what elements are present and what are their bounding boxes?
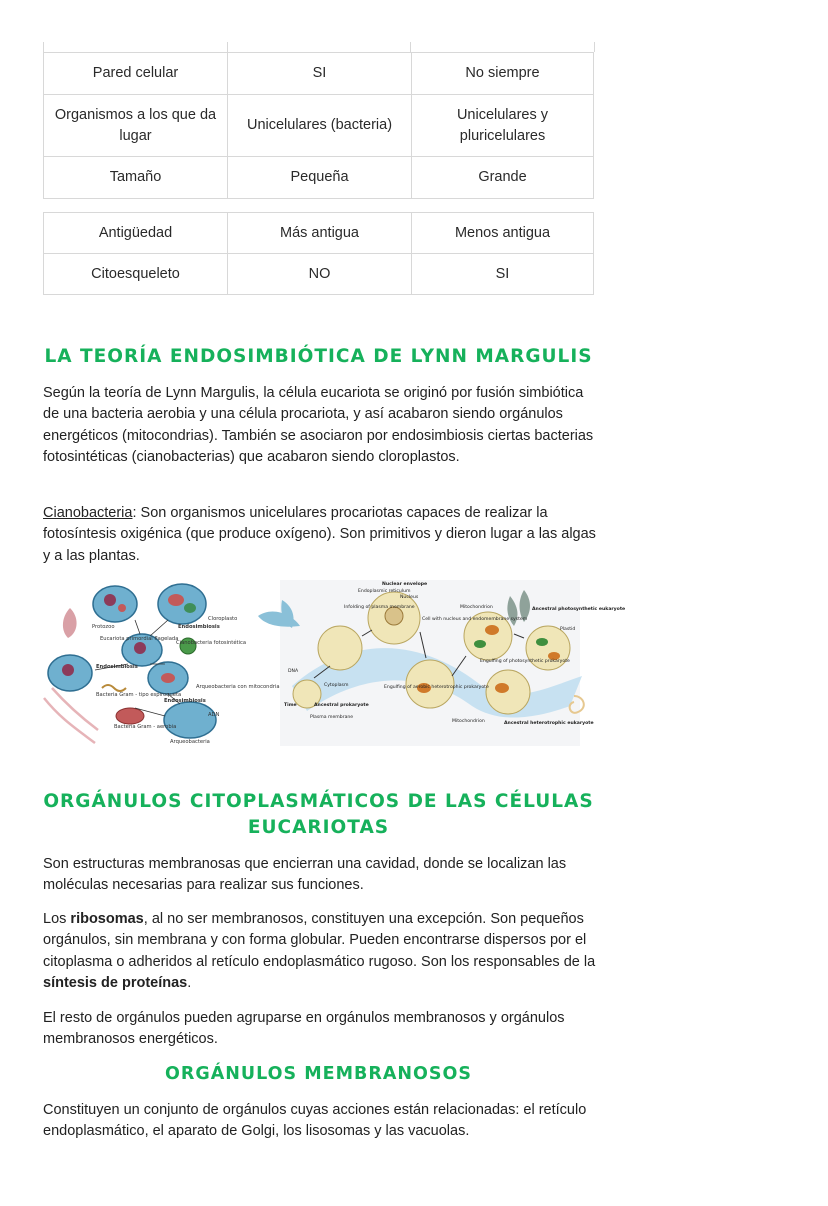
text-run: , al no ser membranosos, constituyen una excepción. Son pequeños orgánulos, sin membrana y con forma globular. Pueden encontrarse dispersos por el citoplasma o adheridos al retículo endoplasmático rugoso. Son los responsables de la — [43, 911, 596, 970]
table-cell: Menos antigua — [412, 213, 594, 254]
infolding-cell — [318, 626, 362, 670]
diagram-label: Mitochondrion — [452, 719, 485, 724]
paragraph-other-organelles: El resto de orgánulos pueden agruparse en orgánulos membranosos y orgánulos membranosos energéticos. — [43, 1010, 565, 1048]
diagram-label: Ancestral prokaryote — [314, 703, 369, 708]
diagram-label: Ancestral heterotrophic eukaryote — [504, 721, 594, 726]
section-heading-line2: EUCARIOTAS — [247, 817, 390, 838]
table-cell: Más antigua — [228, 213, 412, 254]
diagram-label: Endosimbiosis — [96, 664, 138, 670]
diagram-label: Engulfing of aerobic heterotrophic prokaryote — [384, 685, 489, 690]
table-cell: Organismos a los que da lugar — [44, 95, 228, 157]
diagram-label: Cell with nucleus and endomembrane system — [422, 617, 528, 622]
diagram-label: Cianobacteria fotosintética — [176, 640, 247, 646]
archaea-cell — [164, 702, 216, 738]
table-cell: Unicelulares y pluricelulares — [412, 95, 594, 157]
table-cell: Pequeña — [228, 157, 412, 199]
table-cell: NO — [228, 254, 412, 295]
table-row — [44, 95, 594, 157]
term-protein-synthesis: síntesis de proteínas — [43, 974, 188, 991]
decorative-leaf — [63, 608, 77, 638]
diagram-label: Arqueobacteria con mitocondria — [196, 684, 280, 690]
diagram-label: Endosimbiosis — [164, 698, 206, 704]
table-cell: Pared celular — [44, 53, 228, 95]
text-run: Los — [43, 911, 71, 927]
endosymbiosis-diagram-right — [252, 576, 626, 748]
comparison-table-bottom — [43, 212, 594, 295]
paragraph-ribosomes — [43, 909, 599, 994]
diagram-label: Engulfing of photosynthetic prokaryote — [480, 659, 570, 664]
nucleus-shape — [62, 664, 74, 676]
chromista-cell — [158, 584, 206, 624]
table-cell: SI — [228, 53, 412, 95]
decorative-swirl — [52, 688, 98, 730]
table-cell: Tamaño — [44, 157, 228, 199]
nucleus-shape — [104, 594, 116, 606]
paragraph-margulis: Según la teoría de Lynn Margulis, la célula eucariota se originó por fusión simbiótica de una bacteria aerobia y una célula procariota, y así acabaron siendo orgánulos energéticos (mitocondrias). También se asociaron por endosimbiosis ciertas bacterias fotosintéticas (cianobacterias) que acabaron siendo cloroplastos. — [43, 385, 594, 465]
heterotrophic-eukaryote-cell — [486, 670, 530, 714]
term-ribosomes: ribosomas — [70, 911, 144, 927]
table-cell: Unicelulares (bacteria) — [228, 95, 412, 157]
diagram-label: Ancestral photosynthetic eukaryote — [532, 607, 626, 612]
diagram-label: Infolding of plasma membrane — [344, 605, 415, 610]
chloroplast-shape — [474, 640, 486, 648]
diagram-label: Cytoplasm — [324, 683, 349, 688]
diagram-label: Nuclear envelope — [382, 582, 428, 587]
table-border-stub — [227, 42, 228, 52]
diagram-label: Mitochondrion — [460, 605, 493, 610]
diagram-label: Time — [284, 703, 297, 708]
table-border-stub — [43, 42, 44, 52]
table-row — [44, 213, 594, 254]
section-heading-line1: ORGÁNULOS CITOPLASMÁTICOS DE LAS CÉLULAS — [43, 791, 594, 812]
diagram-label: Bacteria Gram - aerobia — [114, 724, 177, 730]
cyanobacteria-definition: : Son organismos unicelulares procariotas capaces de realizar la fotosíntesis oxigénica (que produce oxígeno). Son primitivos y dieron lugar a las algas y a las plantas. — [43, 505, 596, 564]
table-cell: Grande — [412, 157, 594, 199]
chloroplast-shape — [536, 638, 548, 646]
diagram-label: Arqueobacteria — [170, 739, 210, 745]
paragraph-membranous-organelles: Constituyen un conjunto de orgánulos cuyas acciones están relacionadas: el retículo endoplasmático, el aparato de Golgi, los lisosomas y las vacuolas. — [43, 1102, 587, 1140]
diagram-label: Protozoo — [92, 624, 115, 630]
organelle-shape — [118, 604, 126, 612]
table-row — [44, 157, 594, 199]
table-border-stub — [410, 42, 411, 52]
text-run: . — [187, 974, 192, 991]
diagram-label: ADN — [208, 712, 220, 718]
table-cell: Citoesqueleto — [44, 254, 228, 295]
table-cell: SI — [412, 254, 594, 295]
diagram-label: Plastid — [560, 627, 576, 632]
diagram-label: Bacteria Gram - tipo espiroqueta — [96, 692, 182, 698]
endosymbiosis-diagram-left — [40, 578, 280, 748]
diagram-label: Endoplasmic reticulum — [358, 589, 411, 594]
table-cell: No siempre — [412, 53, 594, 95]
table-row — [44, 254, 594, 295]
comparison-table-top — [43, 52, 594, 199]
chloroplast-shape — [184, 603, 196, 613]
spirochete-shape — [102, 685, 126, 691]
paragraph-membranous: Son estructuras membranosas que encierran una cavidad, donde se localizan las moléculas necesarias para realizar sus funciones. — [43, 856, 567, 894]
protozoo-cell — [93, 586, 137, 622]
diagram-label: Eucariota primordial flagelada — [100, 636, 179, 642]
table-cell: Antigüedad — [44, 213, 228, 254]
nucleus-shape — [134, 642, 146, 654]
section-heading-endosymbiotic: LA TEORÍA ENDOSIMBIÓTICA DE LYNN MARGULIS — [44, 346, 593, 367]
engulfing-cell — [406, 660, 454, 708]
table-border-stub — [594, 42, 595, 52]
mitochondria-shape — [161, 673, 175, 683]
table-row — [44, 53, 594, 95]
diagram-label: DNA — [288, 669, 299, 674]
diagram-label: Plasma membrane — [310, 715, 354, 720]
aerobic-bacteria-shape — [116, 708, 144, 724]
diagram-label: Nucleus — [400, 595, 419, 600]
chloroplast-shape — [168, 594, 184, 606]
diagram-label: Endosimbiosis — [178, 624, 220, 630]
mitochondrion-shape — [495, 683, 509, 693]
mitochondrion-shape — [485, 625, 499, 635]
term-cyanobacteria: Cianobacteria — [43, 505, 133, 521]
paragraph-cyanobacteria — [43, 503, 599, 567]
diagram-label: Cloroplasto — [208, 616, 238, 622]
section-heading-membranous: ORGÁNULOS MEMBRANOSOS — [165, 1064, 472, 1084]
